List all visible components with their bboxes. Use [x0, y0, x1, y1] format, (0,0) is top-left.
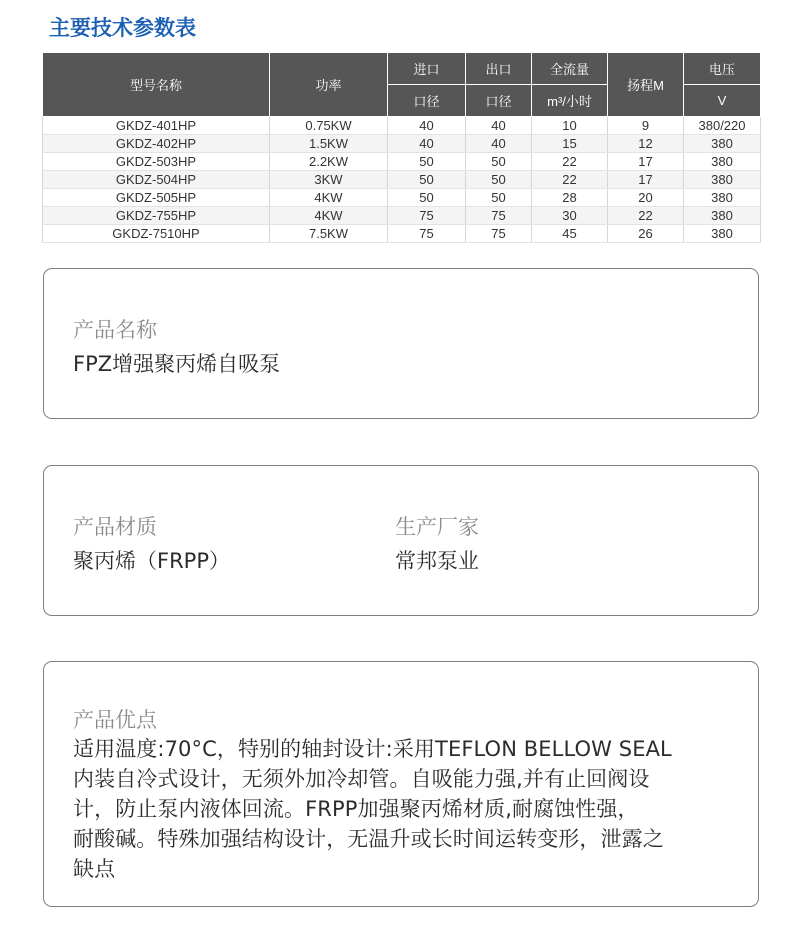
- cell-power: 0.75KW: [270, 117, 388, 135]
- product-name-label: 产品名称: [73, 318, 157, 342]
- header-power: 功率: [270, 53, 388, 117]
- header-outlet-sub: 口径: [466, 85, 532, 117]
- manufacturer-label: 生产厂家: [395, 515, 479, 539]
- cell-power: 3KW: [270, 171, 388, 189]
- header-flow-sub: m³/小时: [532, 85, 608, 117]
- header-inlet-sub: 口径: [388, 85, 466, 117]
- cell-head: 20: [608, 189, 684, 207]
- cell-model: GKDZ-503HP: [43, 153, 270, 171]
- cell-outlet: 50: [466, 171, 532, 189]
- advantages-text: [73, 734, 749, 884]
- header-head: 扬程M: [608, 53, 684, 117]
- cell-inlet: 75: [388, 225, 466, 243]
- header-inlet: 进口: [388, 53, 466, 85]
- cell-head: 9: [608, 117, 684, 135]
- cell-inlet: 40: [388, 117, 466, 135]
- cell-outlet: 50: [466, 153, 532, 171]
- cell-power: 4KW: [270, 189, 388, 207]
- cell-inlet: 40: [388, 135, 466, 153]
- table-row: [43, 135, 761, 153]
- cell-voltage: 380: [684, 135, 761, 153]
- spec-table: [42, 52, 761, 243]
- cell-head: 22: [608, 207, 684, 225]
- product-name-card: [43, 268, 759, 419]
- cell-outlet: 75: [466, 225, 532, 243]
- cell-outlet: 75: [466, 207, 532, 225]
- cell-flow: 10: [532, 117, 608, 135]
- header-model: 型号名称: [43, 53, 270, 117]
- cell-model: GKDZ-755HP: [43, 207, 270, 225]
- cell-outlet: 50: [466, 189, 532, 207]
- cell-voltage: 380/220: [684, 117, 761, 135]
- section-title: 主要技术参数表: [49, 16, 196, 40]
- cell-power: 4KW: [270, 207, 388, 225]
- advantages-line: 计，防止泵内液体回流。FRPP加强聚丙烯材质,耐腐蚀性强，: [73, 797, 639, 821]
- table-row: [43, 225, 761, 243]
- cell-flow: 30: [532, 207, 608, 225]
- cell-outlet: 40: [466, 117, 532, 135]
- header-flow: 全流量: [532, 53, 608, 85]
- cell-flow: 45: [532, 225, 608, 243]
- cell-power: 1.5KW: [270, 135, 388, 153]
- table-row: [43, 171, 761, 189]
- cell-voltage: 380: [684, 207, 761, 225]
- cell-flow: 22: [532, 153, 608, 171]
- cell-inlet: 50: [388, 189, 466, 207]
- cell-voltage: 380: [684, 189, 761, 207]
- product-name-value: FPZ增强聚丙烯自吸泵: [73, 352, 281, 376]
- cell-model: GKDZ-7510HP: [43, 225, 270, 243]
- cell-flow: 28: [532, 189, 608, 207]
- cell-inlet: 50: [388, 153, 466, 171]
- cell-model: GKDZ-505HP: [43, 189, 270, 207]
- cell-head: 17: [608, 171, 684, 189]
- cell-head: 12: [608, 135, 684, 153]
- material-label: 产品材质: [73, 515, 157, 539]
- header-voltage-sub: V: [684, 85, 761, 117]
- cell-model: GKDZ-504HP: [43, 171, 270, 189]
- advantages-line: 内装自冷式设计，无须外加冷却管。自吸能力强,并有止回阀设: [73, 767, 650, 791]
- cell-flow: 22: [532, 171, 608, 189]
- cell-voltage: 380: [684, 153, 761, 171]
- header-voltage: 电压: [684, 53, 761, 85]
- cell-inlet: 75: [388, 207, 466, 225]
- table-row: [43, 207, 761, 225]
- cell-outlet: 40: [466, 135, 532, 153]
- material-value: 聚丙烯（FRPP）: [73, 549, 230, 573]
- cell-inlet: 50: [388, 171, 466, 189]
- advantages-line: 适用温度:70°C，特别的轴封设计:采用TEFLON BELLOW SEAL: [73, 737, 672, 761]
- cell-voltage: 380: [684, 225, 761, 243]
- cell-voltage: 380: [684, 171, 761, 189]
- cell-power: 7.5KW: [270, 225, 388, 243]
- cell-head: 26: [608, 225, 684, 243]
- advantages-card: [43, 661, 759, 907]
- material-card: [43, 465, 759, 616]
- table-row: [43, 117, 761, 135]
- table-row: [43, 189, 761, 207]
- advantages-label: 产品优点: [73, 708, 157, 732]
- header-outlet: 出口: [466, 53, 532, 85]
- cell-model: GKDZ-402HP: [43, 135, 270, 153]
- advantages-line: 耐酸碱。特殊加强结构设计，无温升或长时间运转变形，泄露之: [73, 827, 664, 851]
- advantages-line: 缺点: [73, 857, 116, 881]
- cell-power: 2.2KW: [270, 153, 388, 171]
- cell-model: GKDZ-401HP: [43, 117, 270, 135]
- manufacturer-value: 常邦泵业: [395, 549, 479, 573]
- cell-head: 17: [608, 153, 684, 171]
- cell-flow: 15: [532, 135, 608, 153]
- table-row: [43, 153, 761, 171]
